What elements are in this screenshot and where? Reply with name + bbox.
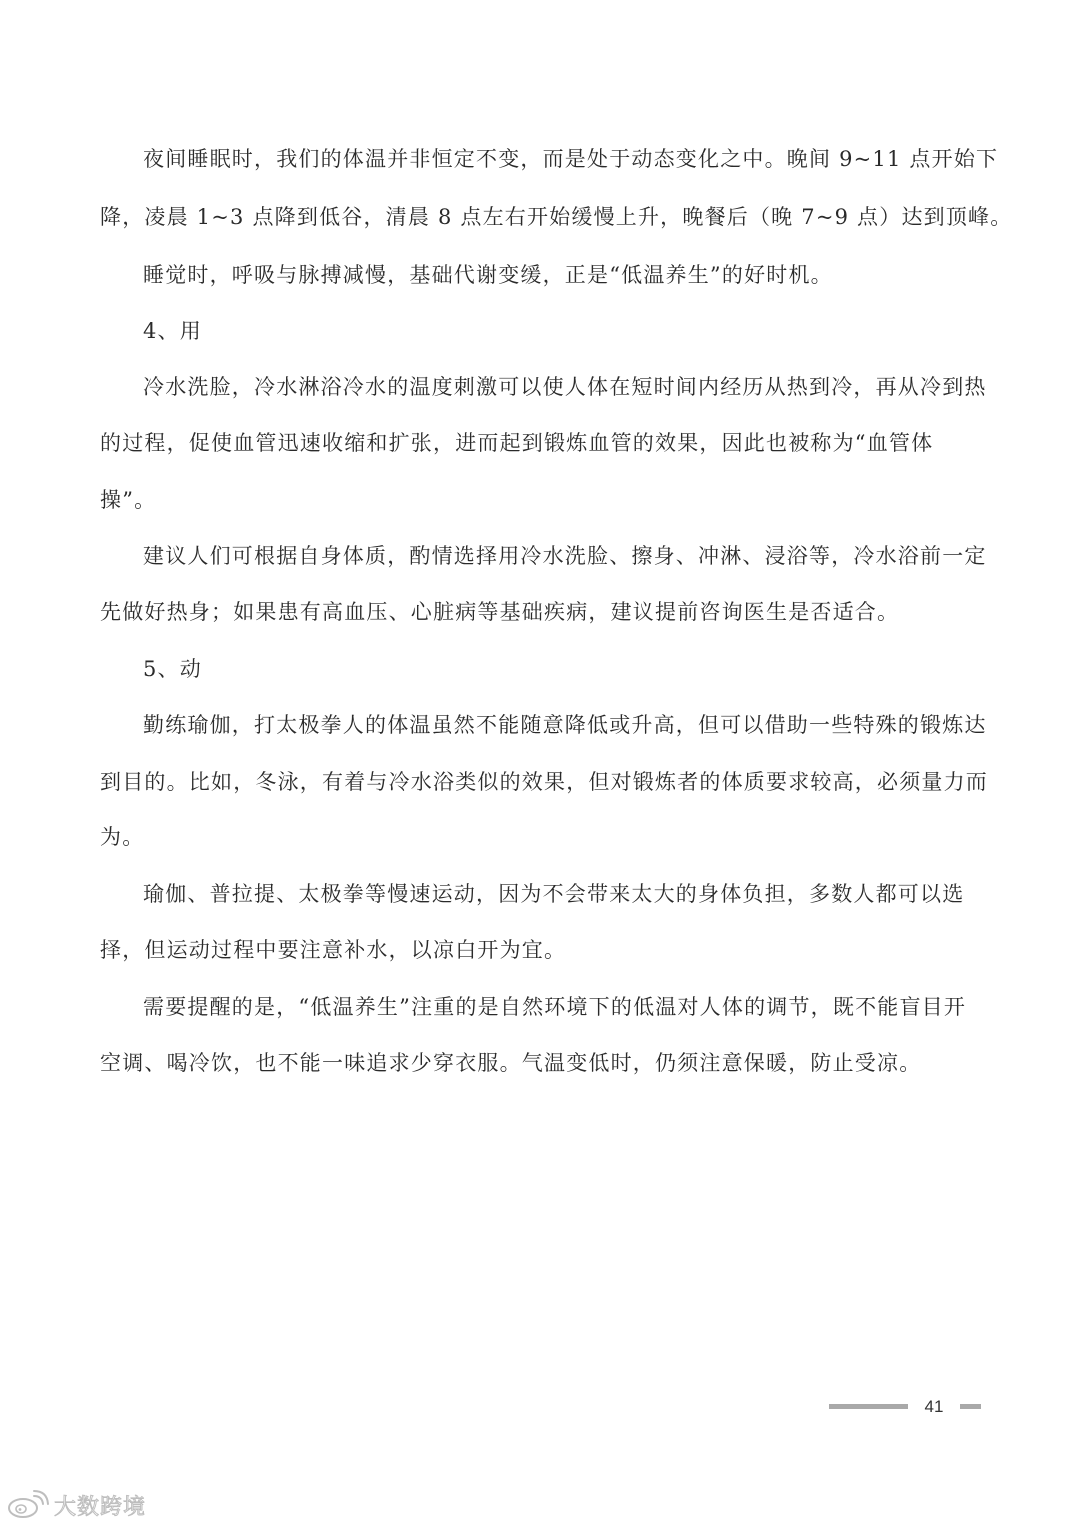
paragraph-line: 到目的。比如，冬泳，有着与冷水浴类似的效果，但对锻炼者的体质要求较高，必须量力而	[100, 770, 988, 794]
paragraph-line: 夜间睡眠时，我们的体温并非恒定不变，而是处于动态变化之中。晚间 9~11 点开始下	[143, 147, 999, 171]
paragraph-line: 瑜伽、普拉提、太极拳等慢速运动，因为不会带来太大的身体负担，多数人都可以选	[143, 882, 965, 906]
paragraph-line: 建议人们可根据自身体质，酌情选择用冷水洗脸、擦身、冲淋、浸浴等，冷水浴前一定	[143, 544, 987, 568]
paragraph-line: 为。	[100, 825, 145, 849]
paragraph-line: 择，但运动过程中要注意补水，以凉白开为宜。	[100, 938, 567, 962]
paragraph-line: 先做好热身；如果患有高血压、心脏病等基础疾病，建议提前咨询医生是否适合。	[100, 600, 900, 624]
paragraph-line: 降，凌晨 1~3 点降到低谷，清晨 8 点左右开始缓慢上升，晚餐后（晚 7~9 点）达到顶峰。	[100, 205, 1013, 229]
paragraph-line: 的过程，促使血管迅速收缩和扩张，进而起到锻炼血管的效果，因此也被称为“血管体	[100, 431, 934, 455]
paragraph-line: 操”。	[100, 488, 157, 512]
paragraph-line: 睡觉时，呼吸与脉搏减慢，基础代谢变缓，正是“低温养生”的好时机。	[143, 263, 833, 287]
watermark-text: 大数跨境	[54, 1494, 147, 1520]
footer-divider-left	[829, 1404, 908, 1409]
section-heading-4: 4、用	[143, 319, 202, 343]
paragraph-line: 空调、喝冷饮，也不能一味追求少穿衣服。气温变低时，仍须注意保暖，防止受凉。	[100, 1051, 922, 1075]
weibo-logo-icon	[6, 1490, 50, 1520]
footer-divider-right	[960, 1404, 981, 1409]
paragraph-line: 勤练瑜伽，打太极拳人的体温虽然不能随意降低或升高，但可以借助一些特殊的锻炼达	[143, 713, 987, 737]
page-number: 41	[924, 1397, 944, 1416]
paragraph-line: 需要提醒的是，“低温养生”注重的是自然环境下的低温对人体的调节，既不能盲目开	[143, 995, 967, 1019]
paragraph-line: 冷水洗脸，冷水淋浴冷水的温度刺激可以使人体在短时间内经历从热到冷，再从冷到热	[143, 375, 987, 399]
watermark	[6, 1488, 146, 1522]
section-heading-5: 5、动	[143, 657, 202, 681]
